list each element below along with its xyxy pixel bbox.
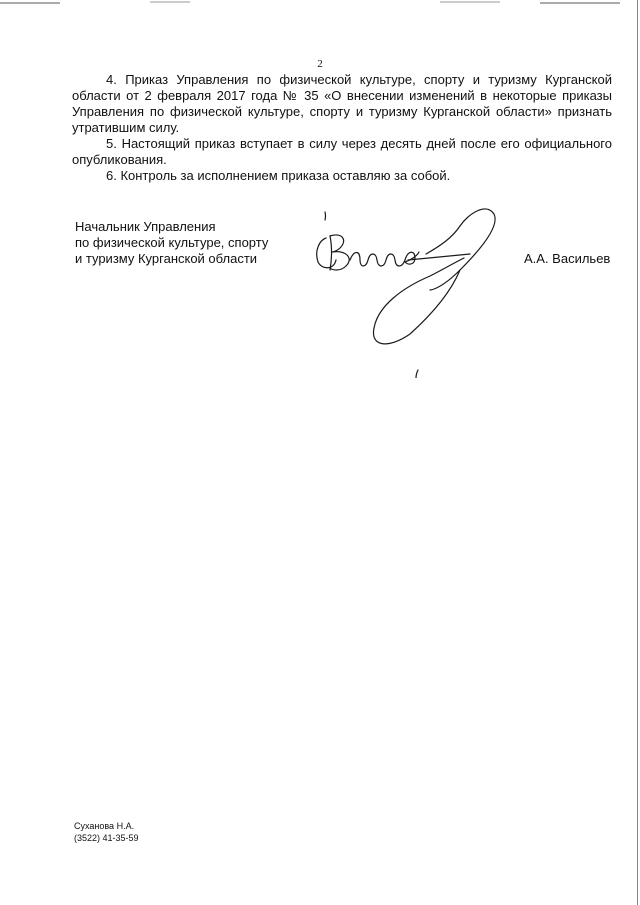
executor-info	[74, 820, 139, 844]
signer-position	[75, 219, 268, 267]
paragraph-5: 5. Настоящий приказ вступает в силу через десять дней после его официального опубликования.	[72, 136, 612, 167]
document-body	[72, 72, 612, 184]
scan-right-edge	[637, 0, 638, 905]
paragraph-6: 6. Контроль за исполнением приказа оставляю за собой.	[106, 168, 451, 183]
scan-edge-marks	[0, 0, 640, 8]
executor-name: Суханова Н.А.	[74, 821, 135, 831]
signer-position-line-1: Начальник Управления	[75, 219, 216, 234]
handwritten-signature	[290, 198, 500, 378]
signer-position-line-3: и туризму Курганской области	[75, 251, 258, 266]
paragraph-4: 4. Приказ Управления по физической культуре, спорту и туризму Курганской области от 2 февраля 2017 года № 35 «О внесении изменений в некоторые приказы Управления по физической культуре, спорту и туризму Курганской области» признать утратившим силу.	[72, 72, 612, 135]
page-number: 2	[317, 58, 323, 70]
signer-name: А.А. Васильев	[524, 251, 611, 266]
executor-phone: (3522) 41-35-59	[74, 833, 139, 843]
signer-position-line-2: по физической культуре, спорту	[75, 235, 269, 250]
